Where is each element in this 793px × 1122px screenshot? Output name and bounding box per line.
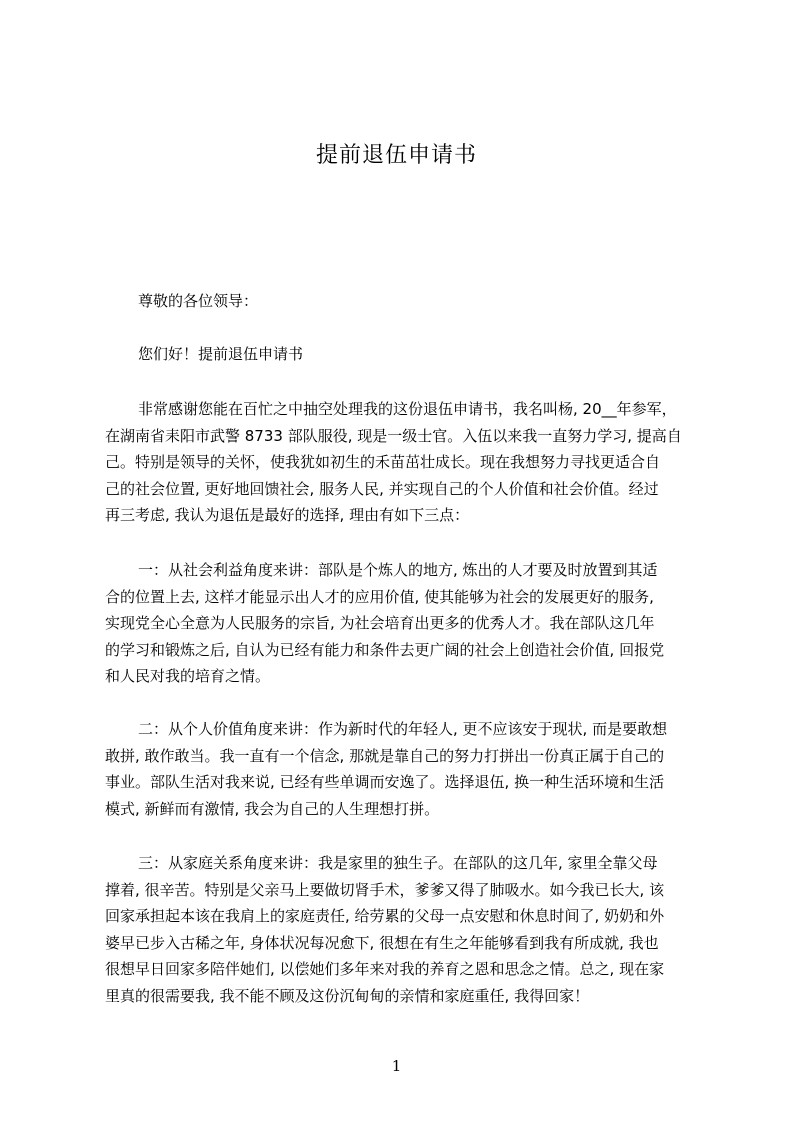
paragraph-line: 的学习和锻炼之后, 自认为已经有能力和条件去更广阔的社会上创造社会价值, 回报党 bbox=[105, 640, 665, 659]
paragraph-line: 里真的很需要我, 我不能不顾及这份沉甸甸的亲情和家庭重任, 我得回家！ bbox=[105, 986, 590, 1005]
paragraph-line: 婆早已步入古稀之年, 身体状况每况愈下, 很想在有生之年能够看到我有所成就, 我也 bbox=[105, 933, 659, 952]
paragraph-reason-personal bbox=[105, 716, 698, 822]
paragraph-line: 合的位置上去, 这样才能显示出人才的应用价值, 使其能够为社会的发展更好的服务, bbox=[105, 587, 654, 606]
paragraph-line: 己。特别是领导的关怀，使我犹如初生的禾苗茁壮成长。现在我想努力寻找更适合自 bbox=[105, 453, 661, 471]
greeting-line: 您们好！提前退伍申请书 bbox=[138, 345, 304, 363]
paragraph-line: 撑着, 很辛苦。特别是父亲马上要做切肾手术，爹爹又得了肺吸水。如今我已长大, 该 bbox=[105, 880, 665, 899]
salutation: 尊敬的各位领导： bbox=[138, 292, 259, 310]
page-number: 1 bbox=[391, 1057, 402, 1075]
paragraph-line: 再三考虑, 我认为退伍是最好的选择, 理由有如下三点： bbox=[105, 506, 470, 524]
paragraph-line: 非常感谢您能在百忙之中抽空处理我的这份退伍申请书，我名叫杨, 20__年参军， bbox=[138, 400, 677, 418]
paragraph-reason-family bbox=[105, 850, 698, 1009]
paragraph-line: 己的社会位置, 更好地回馈社会, 服务人民, 并实现自己的个人价值和社会价值。经过 bbox=[105, 479, 659, 498]
paragraph-line: 和人民对我的培育之情。 bbox=[105, 667, 271, 685]
paragraph-line: 模式, 新鲜而有激情, 我会为自己的人生理想打拼。 bbox=[105, 799, 440, 818]
paragraph-line: 二：从个人价值角度来讲：作为新时代的年轻人, 更不应该安于现状, 而是要敢想 bbox=[138, 720, 668, 738]
paragraph-line: 很想早日回家多陪伴她们, 以偿她们多年来对我的养育之恩和思念之情。总之, 现在家 bbox=[105, 960, 665, 978]
paragraph-line: 事业。部队生活对我来说, 已经有些单调而安逸了。选择退伍, 换一种生活环境和生活 bbox=[105, 773, 665, 791]
paragraph-line: 三：从家庭关系角度来讲：我是家里的独生子。在部队的这几年, 家里全靠父母 bbox=[138, 854, 658, 872]
document-title: 提前退伍申请书 bbox=[315, 143, 477, 168]
paragraph-line: 在湖南省耒阳市武警 8733 部队服役, 现是一级士官。入伍以来我一直努力学习, 提高自 bbox=[105, 426, 682, 445]
paragraph-line: 敢拼, 敢作敢当。我一直有一个信念, 那就是靠自己的努力打拼出一份真正属于自己的 bbox=[105, 746, 665, 765]
paragraph-reason-social bbox=[105, 557, 698, 690]
paragraph-line: 一：从社会利益角度来讲：部队是个炼人的地方, 炼出的人才要及时放置到其适 bbox=[138, 561, 658, 579]
paragraph-line: 回家承担起本该在我肩上的家庭责任, 给劳累的父母一点安慰和休息时间了, 奶奶和外 bbox=[105, 907, 665, 925]
paragraph-gratitude bbox=[105, 396, 698, 529]
paragraph-line: 实现党全心全意为人民服务的宗旨, 为社会培育出更多的优秀人才。我在部队这几年 bbox=[105, 614, 655, 632]
